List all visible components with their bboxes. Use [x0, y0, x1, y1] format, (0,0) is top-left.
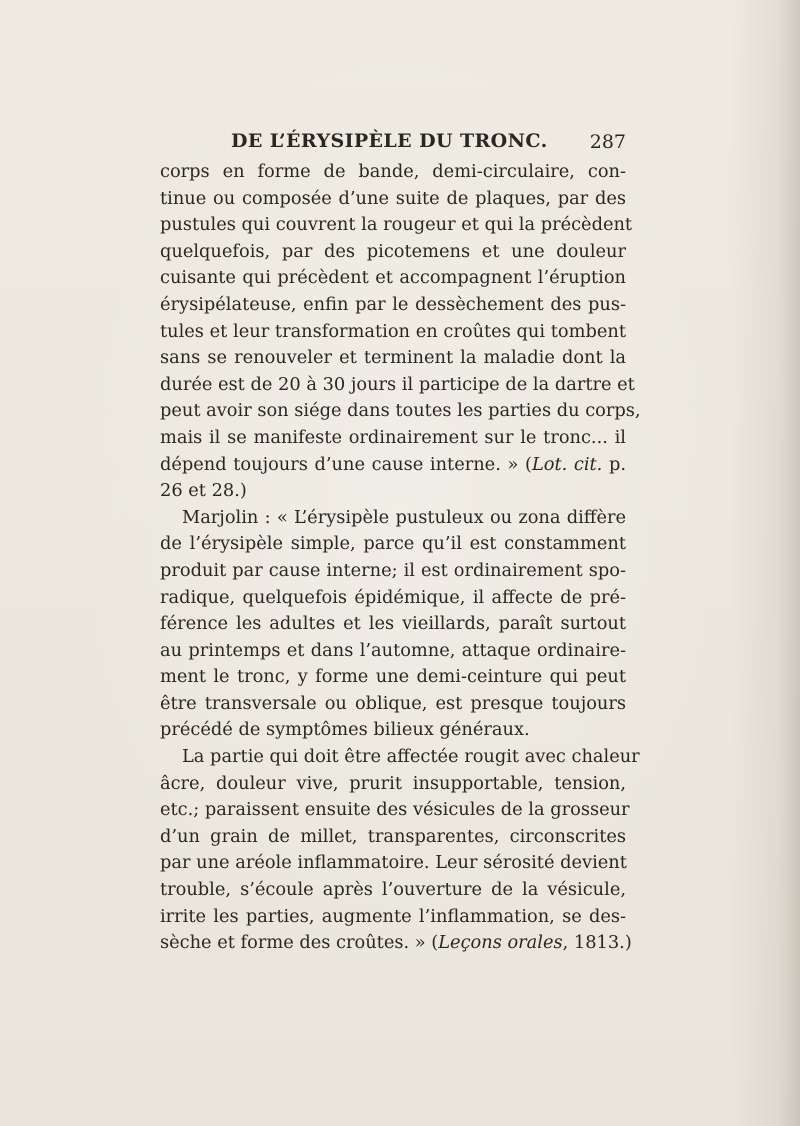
running-title: DE L’ÉRYSIPÈLE DU TRONC.: [231, 130, 548, 152]
text-line: érysipélateuse, enfin par le dessèchement des pus-: [160, 293, 626, 315]
text-line: peut avoir son siége dans toutes les parties du corps,: [160, 400, 641, 422]
text-line: ment le tronc, y forme une demi-ceinture qui peut: [160, 666, 626, 688]
text-line: irrite les parties, augmente l’inflammation, se des-: [160, 905, 626, 927]
text-line: mais il se manifeste ordinairement sur le tronc... il: [160, 426, 626, 448]
citation-page-abbrev: p.: [602, 453, 626, 475]
page-header: [160, 130, 626, 160]
text-line: cuisante qui précèdent et accompagnent l’éruption: [160, 267, 626, 289]
text-line-with-citation: [160, 930, 632, 957]
text-line: radique, quelquefois épidémique, il affecte de pré-: [160, 586, 626, 608]
citation-lot-cit: Lot. cit.: [531, 453, 603, 475]
text-line: d’un grain de millet, transparentes, circonscrites: [160, 825, 626, 847]
citation-lecons-orales: Leçons orales: [438, 932, 563, 954]
text-line: au printemps et dans l’automne, attaque ordinaire-: [160, 639, 626, 661]
text-line: pustules qui couvrent la rougeur et qui la précèdent: [160, 214, 633, 236]
text-line: quelquefois, par des picotemens et une douleur: [160, 240, 626, 262]
text-line: tules et leur transformation en croûtes qui tombent: [160, 320, 626, 342]
text-line: tinue ou composée d’une suite de plaques, par des: [160, 187, 626, 209]
text-line: de l’érysipèle simple, parce qu’il est constamment: [160, 533, 626, 555]
text-segment: sèche et forme des croûtes. » (: [160, 932, 439, 954]
text-line: 26 et 28.): [160, 480, 247, 502]
text-line: être transversale ou oblique, est presque toujours: [160, 692, 626, 714]
text-line: âcre, douleur vive, prurit insupportable, tension,: [160, 772, 626, 794]
text-line: produit par cause interne; il est ordinairement spo-: [160, 559, 626, 581]
text-line: trouble, s’écoule après l’ouverture de la vésicule,: [160, 879, 626, 901]
page-number: 287: [589, 131, 626, 153]
text-line: sans se renouveler et terminent la maladie dont la: [160, 347, 626, 369]
text-segment: , 1813.): [562, 932, 632, 954]
page-edge-shadow: [730, 0, 800, 1126]
text-line: par une aréole inflammatoire. Leur sérosité devient: [160, 852, 627, 874]
paragraph-start-line: Marjolin : « L’érysipèle pustuleux ou zona diffère: [182, 506, 626, 528]
text-line-with-citation: [160, 452, 626, 479]
paragraph-start-line: La partie qui doit être affectée rougit avec chaleur: [182, 746, 640, 768]
text-line: durée est de 20 à 30 jours il participe de la dartre et: [160, 373, 635, 395]
body-text: [160, 159, 641, 957]
text-line: précédé de symptômes bilieux généraux.: [160, 719, 530, 741]
text-segment: dépend toujours d’une cause interne. » (: [160, 453, 532, 475]
text-line: férence les adultes et les vieillards, paraît surtout: [160, 613, 626, 635]
text-line: corps en forme de bande, demi-circulaire, con-: [160, 161, 626, 182]
text-line: etc.; paraissent ensuite des vésicules de la grosseur: [160, 799, 630, 821]
